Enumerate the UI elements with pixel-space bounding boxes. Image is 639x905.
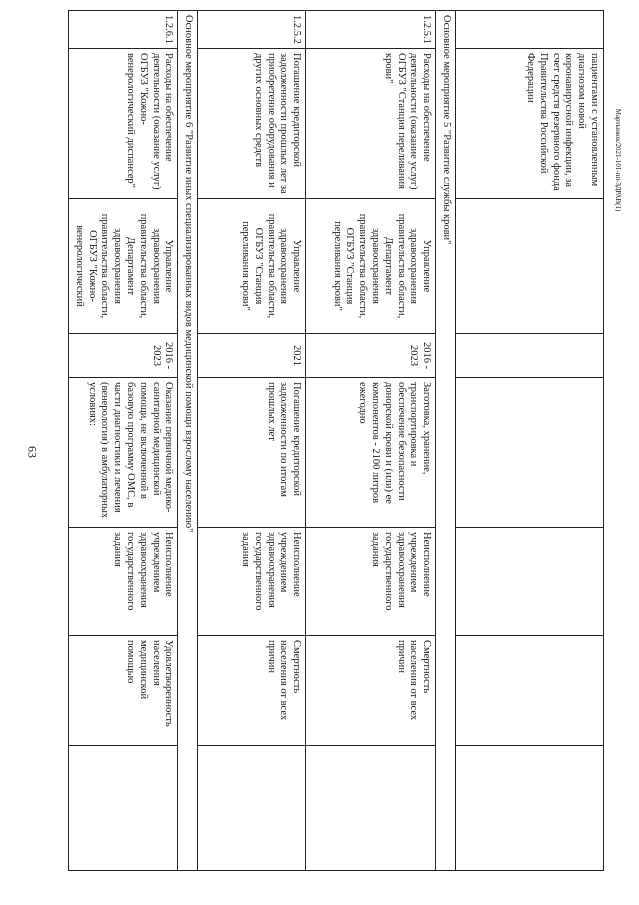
section-row <box>178 11 198 871</box>
page-number: 63 <box>25 446 40 458</box>
row-result: Заготовка, хранение, транспортировка и обеспечение безопасности донорской крови и (или) ее компонентов - 2100 литров ежегодно <box>306 378 436 528</box>
row-risk: Неисполнение учреждением здравоохранения государственного задания <box>69 528 178 636</box>
row-index: 1.2.5.1 <box>306 11 436 49</box>
row-years: 2016 - 2023 <box>306 334 436 378</box>
row-years: 2016 - 2023 <box>69 334 178 378</box>
row-years: 2021 <box>198 334 306 378</box>
row-indicator: Удовлетворенность населения медицинской помощью <box>69 636 178 746</box>
section-header: Основное мероприятие 5 "Развитие службы крови" <box>436 11 456 871</box>
row-executor: Управление здравоохранения правительства области, Департамент здравоохранения правительства области, ОГБУЗ "Кожно-венерологический <box>69 199 178 334</box>
row-extra-cell <box>306 746 436 871</box>
row-result: Оказание первичной медико-санитарной медицинской помощи, не включенной в базовую программу ОМС, в части диагностики и лечения (венерология) в амбулаторных условиях: <box>69 378 178 528</box>
row-indicator: Смертность населения от всех причин <box>306 636 436 746</box>
row-name: Расходы на обеспечение деятельности (оказание услуг) ОГБУЗ "Станция переливания крови" <box>306 49 436 199</box>
section-row <box>436 11 456 871</box>
row-indicator: Смертность населения от всех причин <box>198 636 306 746</box>
table-row <box>306 11 436 871</box>
row-extra-cell <box>456 746 604 871</box>
row-exec-cell <box>456 199 604 334</box>
row-indicator-cell <box>456 636 604 746</box>
table-container <box>73 10 604 870</box>
row-years-cell <box>456 334 604 378</box>
section-header: Основное мероприятие 6 "Развитие иных специализированных видов медицинской помощи взрослому населению" <box>178 11 198 871</box>
row-executor: Управление здравоохранения правительства области, ОГБУЗ "Станция переливания крови" <box>198 199 306 334</box>
table-row <box>456 11 604 871</box>
row-name-cell: пациентами с установленным диагнозом новой коронавирусной инфекции, за счет средств резервного фонда Правительства Российской Федерации <box>456 49 604 199</box>
row-name: Погашение кредиторской задолженности прошлых лет за приобретение оборудования и других основных средств <box>198 49 306 199</box>
program-table <box>68 10 604 871</box>
row-extra-cell <box>69 746 178 871</box>
row-extra-cell <box>198 746 306 871</box>
table-row <box>198 11 306 871</box>
document-code: Мартынюк/2021-101-пп-ЗДРАВ(1) <box>614 108 622 212</box>
row-idx-cell <box>456 11 604 49</box>
row-risk-cell <box>456 528 604 636</box>
row-index: 1.2.6.1 <box>69 11 178 49</box>
row-risk: Неисполнение учреждением здравоохранения государственного задания <box>306 528 436 636</box>
row-index: 1.2.5.2 <box>198 11 306 49</box>
row-name: Расходы на обеспечение деятельности (оказание услуг) ОГБУЗ "Кожно-венерологический диспансер" <box>69 49 178 199</box>
row-result-cell <box>456 378 604 528</box>
row-risk: Неисполнение учреждением здравоохранения государственного задания <box>198 528 306 636</box>
table-row <box>69 11 178 871</box>
row-result: Погашение кредиторской задолженности по итогам прошлых лет <box>198 378 306 528</box>
row-executor: Управление здравоохранения правительства области, Департамент здравоохранения правительства области, ОГБУЗ "Станция переливания крови" <box>306 199 436 334</box>
